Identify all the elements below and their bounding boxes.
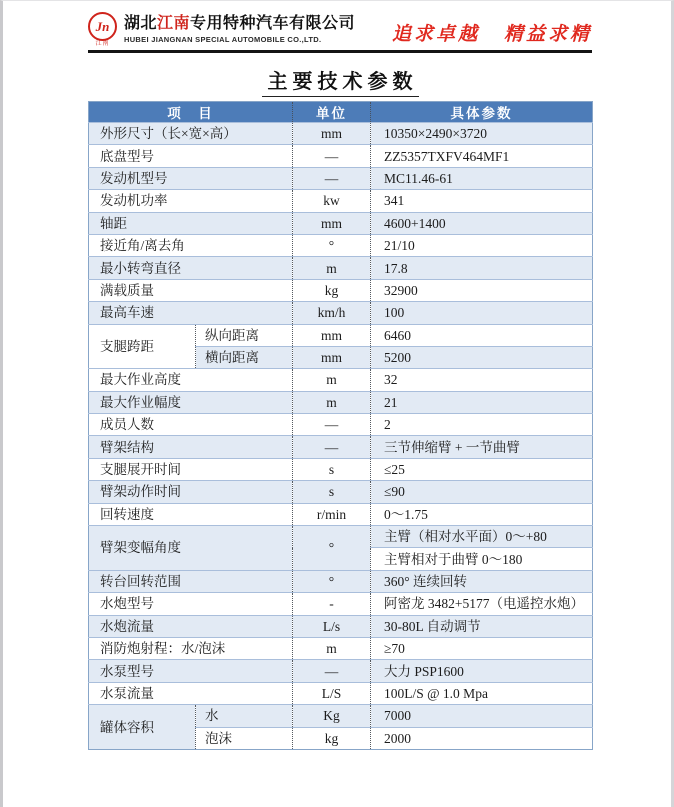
cell-unit: ° [293,234,371,256]
table-header-row [89,102,593,123]
cell-value: ≥70 [371,637,593,659]
cell-item: 水泵型号 [89,660,293,682]
cell-unit: - [293,593,371,615]
company-name-en: HUBEI JIANGNAN SPECIAL AUTOMOBILE CO.,LTD. [124,35,322,44]
cell-item: 发动机型号 [89,167,293,189]
table-row [89,526,593,548]
table-row [89,503,593,525]
cell-value: 0～1.75 [371,503,593,525]
table-row [89,123,593,145]
cell-sub: 水 [196,705,293,727]
table-row [89,212,593,234]
cell-value: 主臂（相对水平面）0～+80 [371,526,593,548]
cell-unit: — [293,660,371,682]
table-row [89,391,593,413]
cell-unit: km/h [293,302,371,324]
page-content [88,10,592,750]
cell-item: 最大作业幅度 [89,391,293,413]
column-header: 单位 [293,102,371,123]
cell-item: 最高车速 [89,302,293,324]
cell-value: 32900 [371,279,593,301]
spec-table [88,101,593,750]
logo-subtext: 江南 [95,41,110,47]
cell-value: 主臂相对于曲臂 0～180 [371,548,593,570]
table-row [89,302,593,324]
cell-value: 17.8 [371,257,593,279]
column-header: 具体参数 [371,102,593,123]
cell-sub: 泡沫 [196,727,293,749]
column-header: 项 目 [89,102,293,123]
table-row [89,369,593,391]
cell-item: 支腿展开时间 [89,458,293,480]
company-name-brand: 江南 [157,15,191,32]
cell-unit: kg [293,279,371,301]
cell-value: ≤90 [371,481,593,503]
cell-value: 32 [371,369,593,391]
cell-sub: 纵向距离 [196,324,293,346]
cell-value: ≤25 [371,458,593,480]
cell-unit: kg [293,727,371,749]
cell-unit: L/s [293,615,371,637]
cell-value: 30-80L 自动调节 [371,615,593,637]
spec-table-body [89,123,593,750]
cell-item: 最大作业高度 [89,369,293,391]
cell-item: 消防炮射程：水/泡沫 [89,637,293,659]
cell-item: 支腿跨距 [89,324,196,369]
cell-unit: r/min [293,503,371,525]
table-row [89,481,593,503]
cell-value: 100L/S @ 1.0 Mpa [371,682,593,704]
cell-unit: mm [293,212,371,234]
cell-item: 成员人数 [89,414,293,436]
cell-value: 2 [371,414,593,436]
cell-unit: L/S [293,682,371,704]
cell-value: 阿密龙 3482+5177（电遥控水炮） [371,593,593,615]
cell-item: 罐体容积 [89,705,196,750]
cell-value: 10350×2490×3720 [371,123,593,145]
title-wrap [88,65,592,93]
table-row [89,167,593,189]
table-row [89,324,593,346]
page-title: 主要技术参数 [262,65,419,97]
table-row [89,279,593,301]
company-names [124,15,355,44]
cell-item: 回转速度 [89,503,293,525]
cell-value: 6460 [371,324,593,346]
cell-unit: — [293,145,371,167]
cell-unit: ° [293,526,371,571]
cell-value: 21/10 [371,234,593,256]
logo-monogram-icon: Jn [88,12,117,41]
slogan-part1: 追求卓越 [391,24,480,45]
company-block [88,12,355,47]
cell-value: 三节伸缩臂 + 一节曲臂 [371,436,593,458]
table-row [89,145,593,167]
table-row [89,615,593,637]
company-name-prefix: 湖北 [124,15,158,32]
cell-unit: Kg [293,705,371,727]
cell-value: 341 [371,190,593,212]
cell-unit: — [293,414,371,436]
cell-unit: mm [293,346,371,368]
table-row [89,257,593,279]
cell-item: 水泵流量 [89,682,293,704]
cell-value: ZZ5357TXFV464MF1 [371,145,593,167]
cell-unit: s [293,458,371,480]
slogan-part2: 精益求精 [503,24,592,45]
cell-value: 5200 [371,346,593,368]
cell-item: 底盘型号 [89,145,293,167]
table-row [89,593,593,615]
cell-item: 臂架结构 [89,436,293,458]
cell-unit: — [293,436,371,458]
table-row [89,705,593,727]
cell-item: 外形尺寸（长×宽×高） [89,123,293,145]
cell-unit: kw [293,190,371,212]
company-name-cn [124,15,355,33]
company-logo [88,12,117,47]
cell-item: 轴距 [89,212,293,234]
table-row [89,682,593,704]
company-name-suffix: 专用特种汽车有限公司 [190,15,356,32]
cell-item: 满载质量 [89,279,293,301]
cell-item: 转台回转范围 [89,570,293,592]
cell-value: 7000 [371,705,593,727]
cell-unit: m [293,369,371,391]
cell-item: 发动机功率 [89,190,293,212]
cell-value: 100 [371,302,593,324]
cell-unit: — [293,167,371,189]
cell-unit: s [293,481,371,503]
table-row [89,458,593,480]
table-row [89,234,593,256]
cell-value: 360° 连续回转 [371,570,593,592]
cell-unit: m [293,637,371,659]
cell-unit: mm [293,123,371,145]
cell-value: 21 [371,391,593,413]
table-row [89,414,593,436]
cell-unit: ° [293,570,371,592]
cell-item: 臂架变幅角度 [89,526,293,571]
cell-item: 臂架动作时间 [89,481,293,503]
cell-value: 大力 PSP1600 [371,660,593,682]
cell-unit: m [293,257,371,279]
cell-unit: mm [293,324,371,346]
cell-value: 4600+1400 [371,212,593,234]
cell-item: 水炮流量 [89,615,293,637]
table-row [89,190,593,212]
cell-item: 接近角/离去角 [89,234,293,256]
table-row [89,637,593,659]
table-row [89,570,593,592]
letterhead [88,10,592,47]
cell-item: 最小转弯直径 [89,257,293,279]
cell-item: 水炮型号 [89,593,293,615]
cell-value: MC11.46-61 [371,167,593,189]
cell-sub: 横向距离 [196,346,293,368]
table-row [89,436,593,458]
table-row [89,660,593,682]
cell-value: 2000 [371,727,593,749]
cell-unit: m [293,391,371,413]
header-rule [88,50,592,53]
slogan [392,19,592,47]
